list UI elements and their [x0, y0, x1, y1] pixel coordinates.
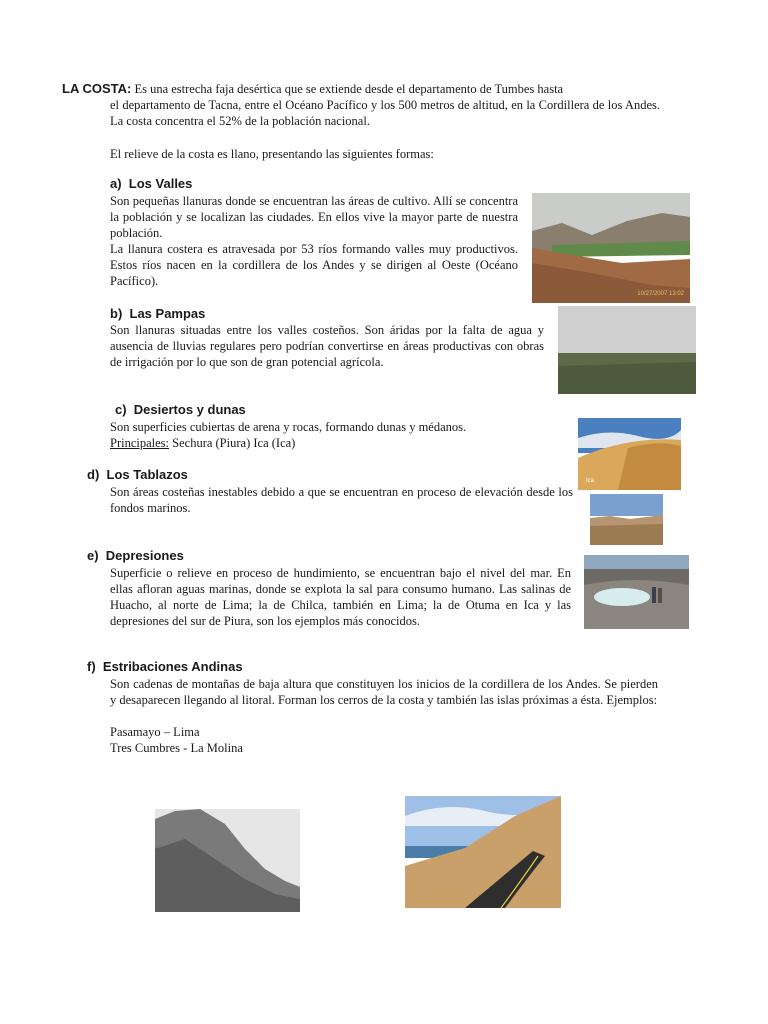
- heading-estribaciones-title: Estribaciones Andinas: [102, 659, 243, 674]
- salinas-photo: [584, 555, 689, 629]
- heading-pampas: [110, 306, 205, 321]
- desiertos-p1: Son superficies cubiertas de arena y rocas, formando dunas y médanos.: [110, 420, 467, 434]
- heading-depresiones: [87, 548, 184, 563]
- pampas-p1: Son llanuras situadas entre los valles costeños. Son áridas por la falta de agua y ausencia de lluvias regulares pero podrían convertirse en áreas productivas con obras de irrigación por lo que son de gran potencial agrícola.: [110, 323, 544, 369]
- heading-valles-title: Los Valles: [128, 176, 193, 191]
- desierto-photo: [578, 418, 681, 490]
- relieve-text: El relieve de la costa es llano, presentando las siguientes formas:: [110, 147, 434, 161]
- heading-estribaciones-letter: f): [87, 659, 96, 674]
- intro-text: el departamento de Tacna, entre el Océano Pacífico y los 500 metros de altitud, en la Cordillera de los Andes. La costa concentra el 52% de la población nacional.: [110, 98, 660, 128]
- heading-pampas-title: Las Pampas: [129, 306, 206, 321]
- desiertos-principales: [110, 435, 550, 451]
- heading-valles: [110, 176, 192, 191]
- heading-pampas-letter: b): [110, 306, 123, 321]
- heading-estribaciones: [87, 659, 243, 674]
- intro-first-line: [62, 81, 660, 97]
- heading-desiertos-letter: c): [115, 402, 127, 417]
- tablazo-photo: [590, 494, 663, 545]
- heading-depresiones-title: Depresiones: [105, 548, 184, 563]
- heading-desiertos: [115, 402, 246, 417]
- heading-depresiones-letter: e): [87, 548, 99, 563]
- principales-label: Principales:: [110, 436, 170, 450]
- valle-photo-stamp: 10/27/2007 13:02: [637, 291, 684, 297]
- pampa-photo: [558, 306, 696, 394]
- desierto-photo-stamp: Ica: [586, 478, 595, 484]
- heading-tablazos-letter: d): [87, 467, 100, 482]
- heading-tablazos: [87, 467, 188, 482]
- valles-p2: La llanura costera es atravesada por 53 ríos formando valles muy productivos. Estos ríos nacen en la cordillera de los Andes y se dirigen al Oeste (Océano Pacífico).: [110, 242, 518, 288]
- estribaciones-ex1: Pasamayo – Lima: [110, 725, 200, 739]
- intro-line1: Es una estrecha faja desértica que se extiende desde el departamento de Tumbes hasta: [134, 82, 564, 96]
- tres-cumbres-photo: [405, 796, 561, 908]
- depresiones-p1: Superficie o relieve en proceso de hundimiento, se encuentran bajo el nivel del mar. En ellas afloran aguas marinas, donde se explota la sal para consumo humano. Las salinas de Huacho, al norte de Lima; la de Chilca, también en Lima; la de Otuma en Ica y las depresiones del sur de Piura, son los ejemplos más conocidos.: [110, 566, 571, 628]
- estribaciones-p1: Son cadenas de montañas de baja altura que constituyen los inicios de la cordillera de los Andes. Se pierden y desaparecen llegando al litoral. Forman los cerros de la costa y también las islas próximas a ésta. Ejemplos:: [110, 677, 658, 707]
- pasamayo-photo: [155, 809, 300, 912]
- valles-p1: Son pequeñas llanuras donde se encuentran las áreas de cultivo. Allí se concentra la población y se localizan las ciudades. En ellos vive la mayor parte de nuestra población.: [110, 194, 518, 240]
- heading-tablazos-title: Los Tablazos: [106, 467, 188, 482]
- estribaciones-ex2: Tres Cumbres - La Molina: [110, 741, 243, 755]
- valle-photo: [532, 193, 690, 303]
- tablazos-p1: Son áreas costeñas inestables debido a que se encuentran en proceso de elevación desde los fondos marinos.: [110, 485, 573, 515]
- heading-desiertos-title: Desiertos y dunas: [133, 402, 246, 417]
- principales-text: Sechura (Piura) Ica (Ica): [172, 436, 296, 450]
- heading-valles-letter: a): [110, 176, 122, 191]
- intro-title: LA COSTA:: [62, 81, 132, 96]
